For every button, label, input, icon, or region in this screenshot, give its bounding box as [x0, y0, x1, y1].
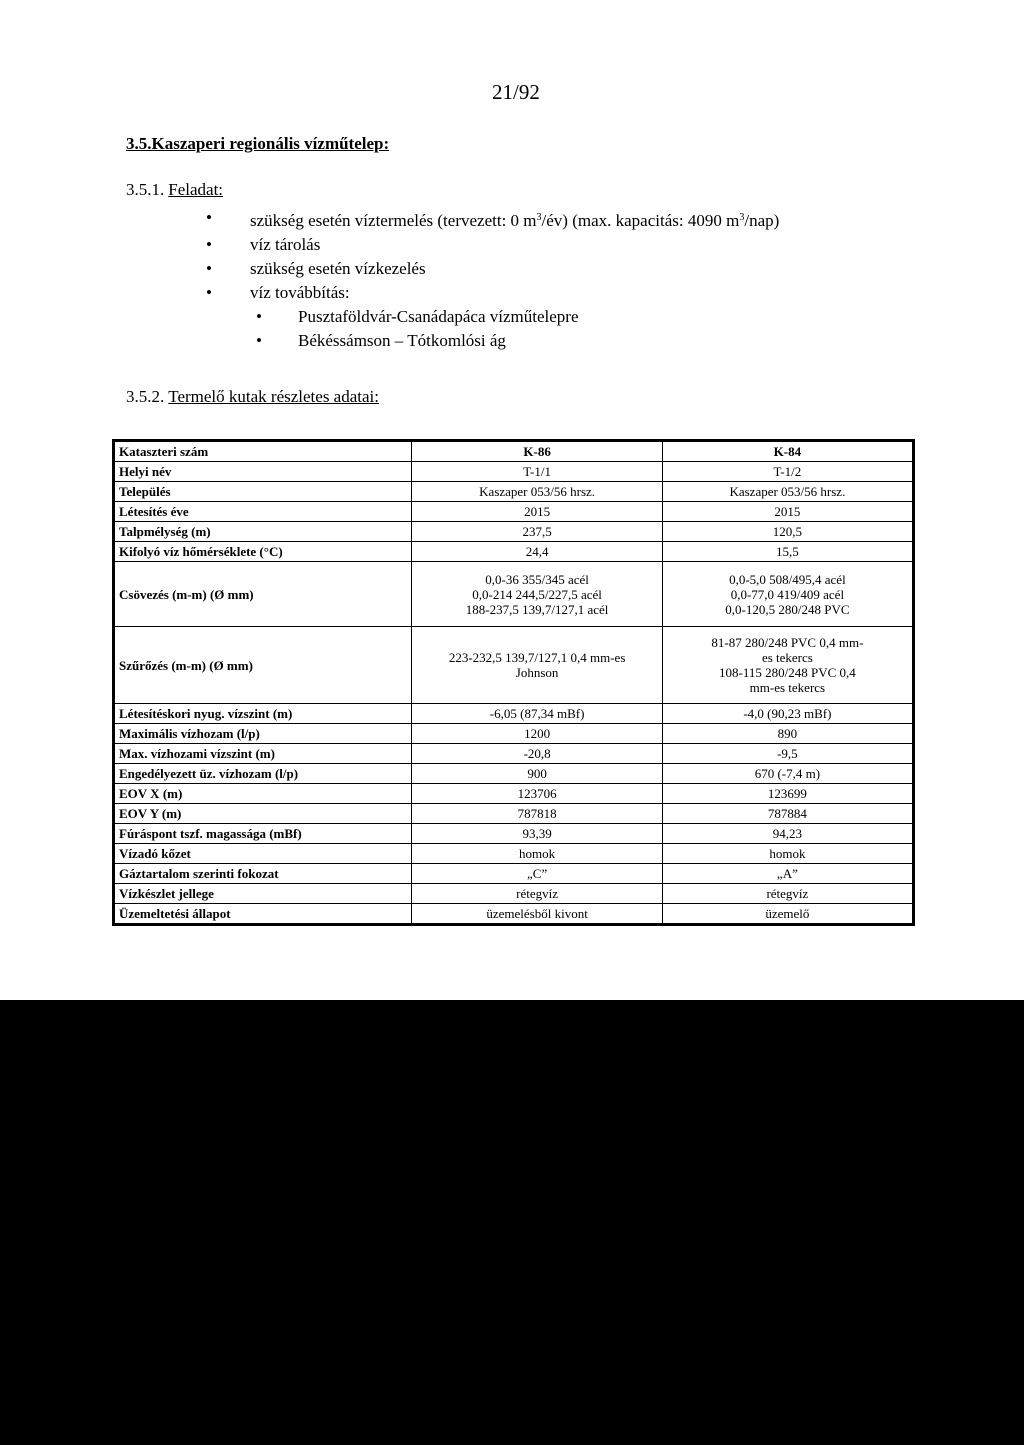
table-row: [114, 627, 914, 704]
value-cell-k84: 2015: [662, 502, 913, 522]
table-row: [114, 824, 914, 844]
list-item-text: víz tárolás: [250, 235, 321, 254]
value-cell-k84: 120,5: [662, 522, 913, 542]
table-row: [114, 462, 914, 482]
value-cell-k84: 94,23: [662, 824, 913, 844]
table-row: [114, 884, 914, 904]
value-cell-k84: „A”: [662, 864, 913, 884]
table-row: [114, 482, 914, 502]
bullet-icon: •: [206, 235, 212, 254]
task-list: [206, 206, 779, 353]
value-cell-k84: 890: [662, 724, 913, 744]
row-label-cell: Max. vízhozami vízszint (m): [114, 744, 412, 764]
value-cell-k86: Kaszaper 053/56 hrsz.: [412, 482, 662, 502]
table-row: [114, 542, 914, 562]
value-cell-k84: Kaszaper 053/56 hrsz.: [662, 482, 913, 502]
sub-list-item: [256, 329, 779, 353]
value-cell-k86: 223-232,5 139,7/127,1 0,4 mm-es Johnson: [412, 627, 662, 704]
table-row: [114, 744, 914, 764]
row-label-cell: Maximális vízhozam (l/p): [114, 724, 412, 744]
table-row: [114, 724, 914, 744]
subsection-heading-kutak: [126, 387, 379, 407]
table-row: [114, 522, 914, 542]
value-cell-k84: 81-87 280/248 PVC 0,4 mm- es tekercs 108-115 280/248 PVC 0,4 mm-es tekercs: [662, 627, 913, 704]
row-label-cell: Engedélyezett üz. vízhozam (l/p): [114, 764, 412, 784]
table-row: [114, 844, 914, 864]
row-label-cell: Helyi név: [114, 462, 412, 482]
value-cell-k86: 0,0-36 355/345 acél 0,0-214 244,5/227,5 acél 188-237,5 139,7/127,1 acél: [412, 562, 662, 627]
value-cell-k86: 900: [412, 764, 662, 784]
value-cell-k84: rétegvíz: [662, 884, 913, 904]
value-cell-k86: 93,39: [412, 824, 662, 844]
row-label-cell: Kifolyó víz hőmérséklete (°C): [114, 542, 412, 562]
list-item: [206, 233, 779, 257]
row-label-cell: Létesítés éve: [114, 502, 412, 522]
row-label-cell: Csövezés (m-m) (Ø mm): [114, 562, 412, 627]
table-row: [114, 804, 914, 824]
row-label-cell: EOV X (m): [114, 784, 412, 804]
row-label-cell: Üzemeltetési állapot: [114, 904, 412, 925]
row-label-cell: Talpmélység (m): [114, 522, 412, 542]
table-row: [114, 502, 914, 522]
table-row: [114, 784, 914, 804]
sub-list-item-text: Pusztaföldvár-Csanádapáca vízműtelepre: [298, 307, 579, 326]
sub-list-item-text: Békéssámson – Tótkomlósi ág: [298, 331, 506, 350]
value-cell-k86: 123706: [412, 784, 662, 804]
bullet-icon: •: [206, 259, 212, 278]
bullet-icon: •: [256, 307, 262, 326]
sub-list-item: [256, 305, 779, 329]
value-cell-k86: homok: [412, 844, 662, 864]
list-item-text-part: /év) (max. kapacitás: 4090 m: [541, 211, 740, 230]
value-cell-k86: -20,8: [412, 744, 662, 764]
value-cell-k84: homok: [662, 844, 913, 864]
value-cell-k84: -9,5: [662, 744, 913, 764]
value-cell-k86: -6,05 (87,34 mBf): [412, 704, 662, 724]
table-row: [114, 764, 914, 784]
superscript: 3: [739, 212, 745, 223]
value-cell-k84: 0,0-5,0 508/495,4 acél 0,0-77,0 419/409 acél 0,0-120,5 280/248 PVC: [662, 562, 913, 627]
bullet-icon: •: [206, 208, 212, 227]
sub-list: [206, 305, 779, 353]
list-item: [206, 281, 779, 305]
list-item: [206, 257, 779, 281]
value-cell-k84: 123699: [662, 784, 913, 804]
bullet-icon: •: [206, 283, 212, 302]
table-row: [114, 904, 914, 925]
value-cell-k86: 2015: [412, 502, 662, 522]
row-label-cell: Fúráspont tszf. magassága (mBf): [114, 824, 412, 844]
row-label-cell: Vízadó kőzet: [114, 844, 412, 864]
section-heading: 3.5.Kaszaperi regionális vízműtelep:: [126, 134, 390, 153]
value-cell-k86: rétegvíz: [412, 884, 662, 904]
table-row: [114, 704, 914, 724]
list-item-text: szükség esetén vízkezelés: [250, 259, 426, 278]
value-cell-k84: T-1/2: [662, 462, 913, 482]
sub-list-container: [206, 305, 779, 353]
value-cell-k84: K-84: [662, 441, 913, 462]
value-cell-k86: K-86: [412, 441, 662, 462]
value-cell-k86: T-1/1: [412, 462, 662, 482]
value-cell-k84: 670 (-7,4 m): [662, 764, 913, 784]
value-cell-k84: 15,5: [662, 542, 913, 562]
row-label-cell: EOV Y (m): [114, 804, 412, 824]
list-item: [206, 206, 779, 233]
superscript: 3: [536, 212, 542, 223]
value-cell-k86: üzemelésből kivont: [412, 904, 662, 925]
table-row: [114, 562, 914, 627]
list-item-text: víz továbbítás:: [250, 283, 350, 302]
subsection-heading-feladat: [126, 180, 223, 200]
table-row: [114, 864, 914, 884]
list-item-text-part: szükség esetén víztermelés (tervezett: 0 m: [250, 211, 537, 230]
row-label-cell: Szűrőzés (m-m) (Ø mm): [114, 627, 412, 704]
value-cell-k86: 1200: [412, 724, 662, 744]
subsection-title: Termelő kutak részletes adatai:: [168, 387, 379, 406]
wells-data-table: [112, 439, 915, 926]
table-row: [114, 441, 914, 462]
subsection-number: 3.5.2.: [126, 387, 165, 406]
value-cell-k86: 787818: [412, 804, 662, 824]
row-label-cell: Létesítéskori nyug. vízszint (m): [114, 704, 412, 724]
value-cell-k84: 787884: [662, 804, 913, 824]
list-item-text-part: /nap): [744, 211, 780, 230]
value-cell-k86: 24,4: [412, 542, 662, 562]
subsection-title: Feladat:: [168, 180, 224, 199]
bullet-icon: •: [256, 331, 262, 350]
value-cell-k84: -4,0 (90,23 mBf): [662, 704, 913, 724]
row-label-cell: Vízkészlet jellege: [114, 884, 412, 904]
table-body: [114, 441, 914, 925]
value-cell-k86: 237,5: [412, 522, 662, 542]
value-cell-k84: üzemelő: [662, 904, 913, 925]
row-label-cell: Gáztartalom szerinti fokozat: [114, 864, 412, 884]
row-label-cell: Település: [114, 482, 412, 502]
value-cell-k86: „C”: [412, 864, 662, 884]
subsection-number: 3.5.1.: [126, 180, 165, 199]
row-label-cell: Kataszteri szám: [114, 441, 412, 462]
page-number: 21/92: [492, 80, 540, 104]
